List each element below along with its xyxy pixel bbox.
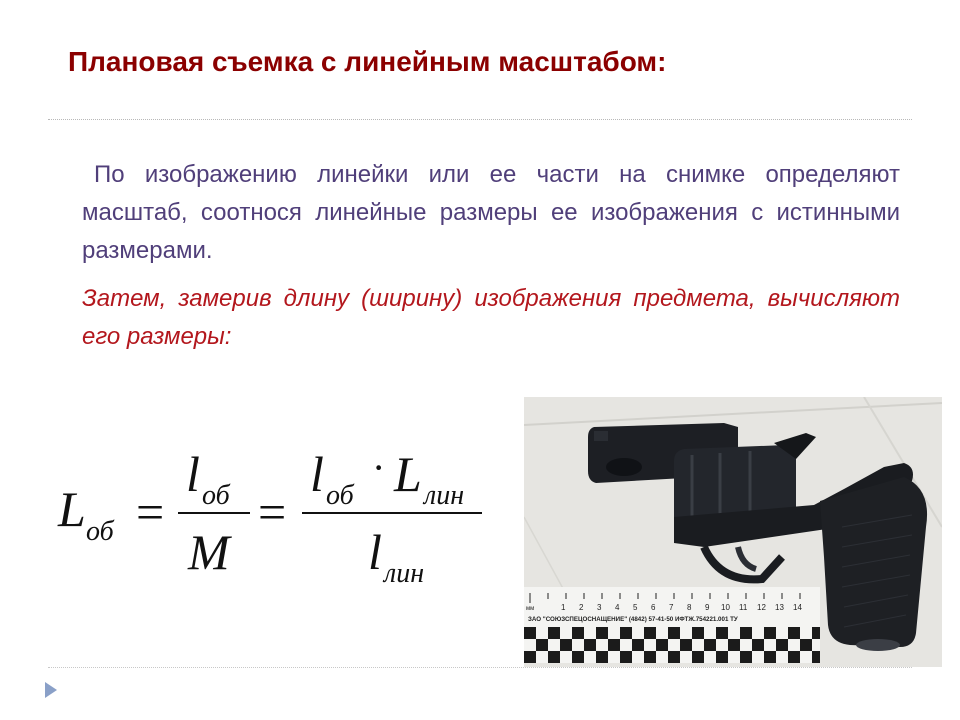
ruler-number-14: 14 <box>793 603 802 612</box>
formula-dot: · <box>372 445 386 490</box>
ruler-number-4: 4 <box>615 603 620 612</box>
scale-ruler <box>524 587 820 663</box>
ruler-unit: мм <box>526 606 535 612</box>
slide-title: Плановая съемка с линейным масштабом: <box>68 46 667 77</box>
ruler-number-7: 7 <box>669 603 674 612</box>
formula-equals-1: = <box>136 484 165 540</box>
formula-L-lin-sub: лин <box>424 480 465 511</box>
formula-l-ob-sub: об <box>326 480 354 511</box>
ruler-number-5: 5 <box>633 603 638 612</box>
formula-l-numerator: l <box>186 446 200 502</box>
formula-l-numerator-sub: об <box>202 480 230 511</box>
formula-equals-2: = <box>258 484 287 540</box>
formula-l-ob: l <box>310 446 324 502</box>
ruler-caption: ЗАО "СОЮЗСПЕЦОСНАЩЕНИЕ" (4842) 57-41-50 ИФТЖ.754221.001 ТУ <box>528 616 738 623</box>
formula-M: M <box>188 524 230 580</box>
fraction-bar-1 <box>178 512 250 514</box>
ruler-number-1: 1 <box>561 603 566 612</box>
formula-l-lin: l <box>368 524 382 580</box>
size-formula <box>50 435 510 595</box>
formula-L: L <box>58 481 86 537</box>
top-divider <box>48 119 912 120</box>
formula-L-lin: L <box>394 446 422 502</box>
ruler-number-3: 3 <box>597 603 602 612</box>
ruler-number-2: 2 <box>579 603 584 612</box>
scale-definition-paragraph: По изображению линейки или ее части на снимке определяют масштаб, соотнося линейные размеры ее изображения с истинными размерами. <box>82 161 900 264</box>
formula-L-sub: об <box>86 516 114 547</box>
bottom-divider <box>48 667 912 668</box>
ruler-number-9: 9 <box>705 603 710 612</box>
revolver-photo <box>524 397 942 667</box>
ruler-number-6: 6 <box>651 603 656 612</box>
fraction-bar-2 <box>302 512 482 514</box>
ruler-number-13: 13 <box>775 603 784 612</box>
ruler-number-11: 11 <box>739 603 748 612</box>
measurement-paragraph: Затем, замерив длину (ширину) изображения предмета, вычисляют его размеры: <box>82 285 900 350</box>
ruler-number-8: 8 <box>687 603 692 612</box>
formula-l-lin-sub: лин <box>384 558 425 589</box>
ruler-number-12: 12 <box>757 603 766 612</box>
ruler-number-10: 10 <box>721 603 730 612</box>
nav-arrow-icon[interactable] <box>44 681 58 699</box>
